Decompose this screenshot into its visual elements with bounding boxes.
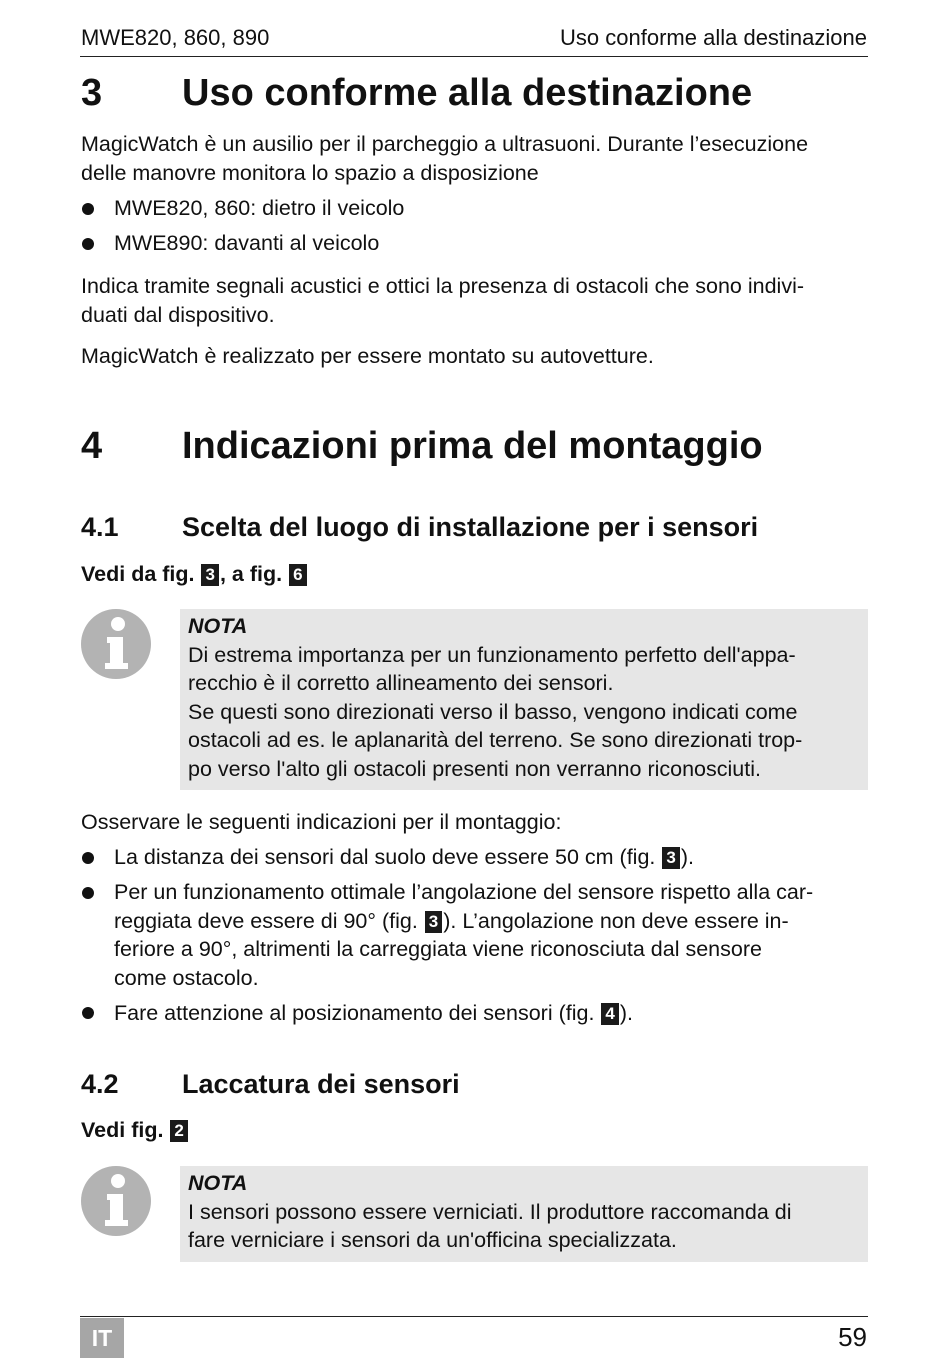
note-box: NOTA Di estrema importanza per un funzionamento perfetto dell'appa- recchio è il corretto allineamento dei sensori. Se questi sono direzionati verso il basso, vengono indicati come ostacoli ad es. le aplanarità del terreno. Se sono direzionati trop- po verso l'alto gli ostacoli presenti non verranno riconosciuti. [180, 609, 868, 790]
figure-badge: 3 [425, 911, 442, 933]
language-tab: IT [80, 1318, 124, 1358]
note-title: NOTA [188, 614, 248, 638]
list-item: Per un funzionamento ottimale l’angolazione del sensore rispetto alla car- reggiata deve essere di 90° (fig. 3 ). L’angolazione non deve essere in- feriore a 90°, altrimenti la carreggiata viene riconosciuta dal sensore come ostacolo. [81, 878, 871, 992]
section-4-1-heading [81, 510, 871, 544]
section-3-heading [81, 70, 871, 116]
info-icon [80, 1165, 152, 1237]
section-4-1-figure-reference: Vedi da fig. 3 , a fig. 6 [81, 560, 308, 588]
list-item: MWE820, 860: dietro il veicolo [81, 194, 871, 223]
list-item: La distanza dei sensori dal suolo deve essere 50 cm (fig. 3 ). [81, 843, 871, 872]
intro-line-1: MagicWatch è un ausilio per il parcheggio a ultrasuoni. Durante l’esecuzione [81, 132, 809, 156]
list-item: Fare attenzione al posizionamento dei sensori (fig. 4 ). [81, 999, 871, 1028]
note-box: NOTA I sensori possono essere verniciati. Il produttore raccomanda di fare verniciare i sensori da un'officina specializzata. [180, 1166, 868, 1262]
info-icon [80, 608, 152, 680]
section-4-heading [81, 423, 871, 469]
figure-badge: 4 [601, 1003, 618, 1025]
section-4-2-number: 4.2 [81, 1069, 119, 1099]
section-4-1-lead: Osservare le seguenti indicazioni per il montaggio: [81, 810, 562, 834]
section-4-title: Indicazioni prima del montaggio [182, 425, 763, 467]
list-item: MWE890: davanti al veicolo [81, 229, 871, 258]
section-3-intro [81, 130, 871, 187]
section-3-para2 [81, 272, 871, 329]
note-title: NOTA [188, 1171, 248, 1195]
figure-badge: 3 [662, 847, 679, 869]
section-4-1-title: Scelta del luogo di installazione per i sensori [182, 512, 759, 542]
section-4-number: 4 [81, 425, 103, 467]
figure-badge: 3 [201, 564, 218, 586]
intro-line-2: delle manovre monitora lo spazio a disposizione [81, 160, 539, 185]
para2-line-2: duati dal dispositivo. [81, 302, 275, 327]
section-4-2-figure-reference: Vedi fig. 2 [81, 1116, 189, 1144]
section-4-1-bullets [81, 843, 871, 1034]
header-rule [80, 56, 868, 57]
section-3-para3: MagicWatch è realizzato per essere montato su autovetture. [81, 344, 654, 368]
section-3-bullets [81, 194, 871, 264]
section-4-2-heading [81, 1067, 871, 1101]
header-section-title: Uso conforme alla destinazione [560, 25, 867, 50]
para2-line-1: Indica tramite segnali acustici e ottici la presenza di ostacoli che sono indivi- [81, 274, 805, 298]
footer-rule [80, 1316, 868, 1317]
page-number: 59 [838, 1322, 867, 1352]
section-3-number: 3 [81, 72, 103, 114]
section-4-1-number: 4.1 [81, 512, 119, 542]
figure-badge: 6 [289, 564, 306, 586]
section-3-title: Uso conforme alla destinazione [182, 72, 753, 114]
header-model: MWE820, 860, 890 [81, 25, 270, 50]
figure-badge: 2 [170, 1120, 187, 1142]
section-4-2-title: Laccatura dei sensori [182, 1069, 460, 1099]
